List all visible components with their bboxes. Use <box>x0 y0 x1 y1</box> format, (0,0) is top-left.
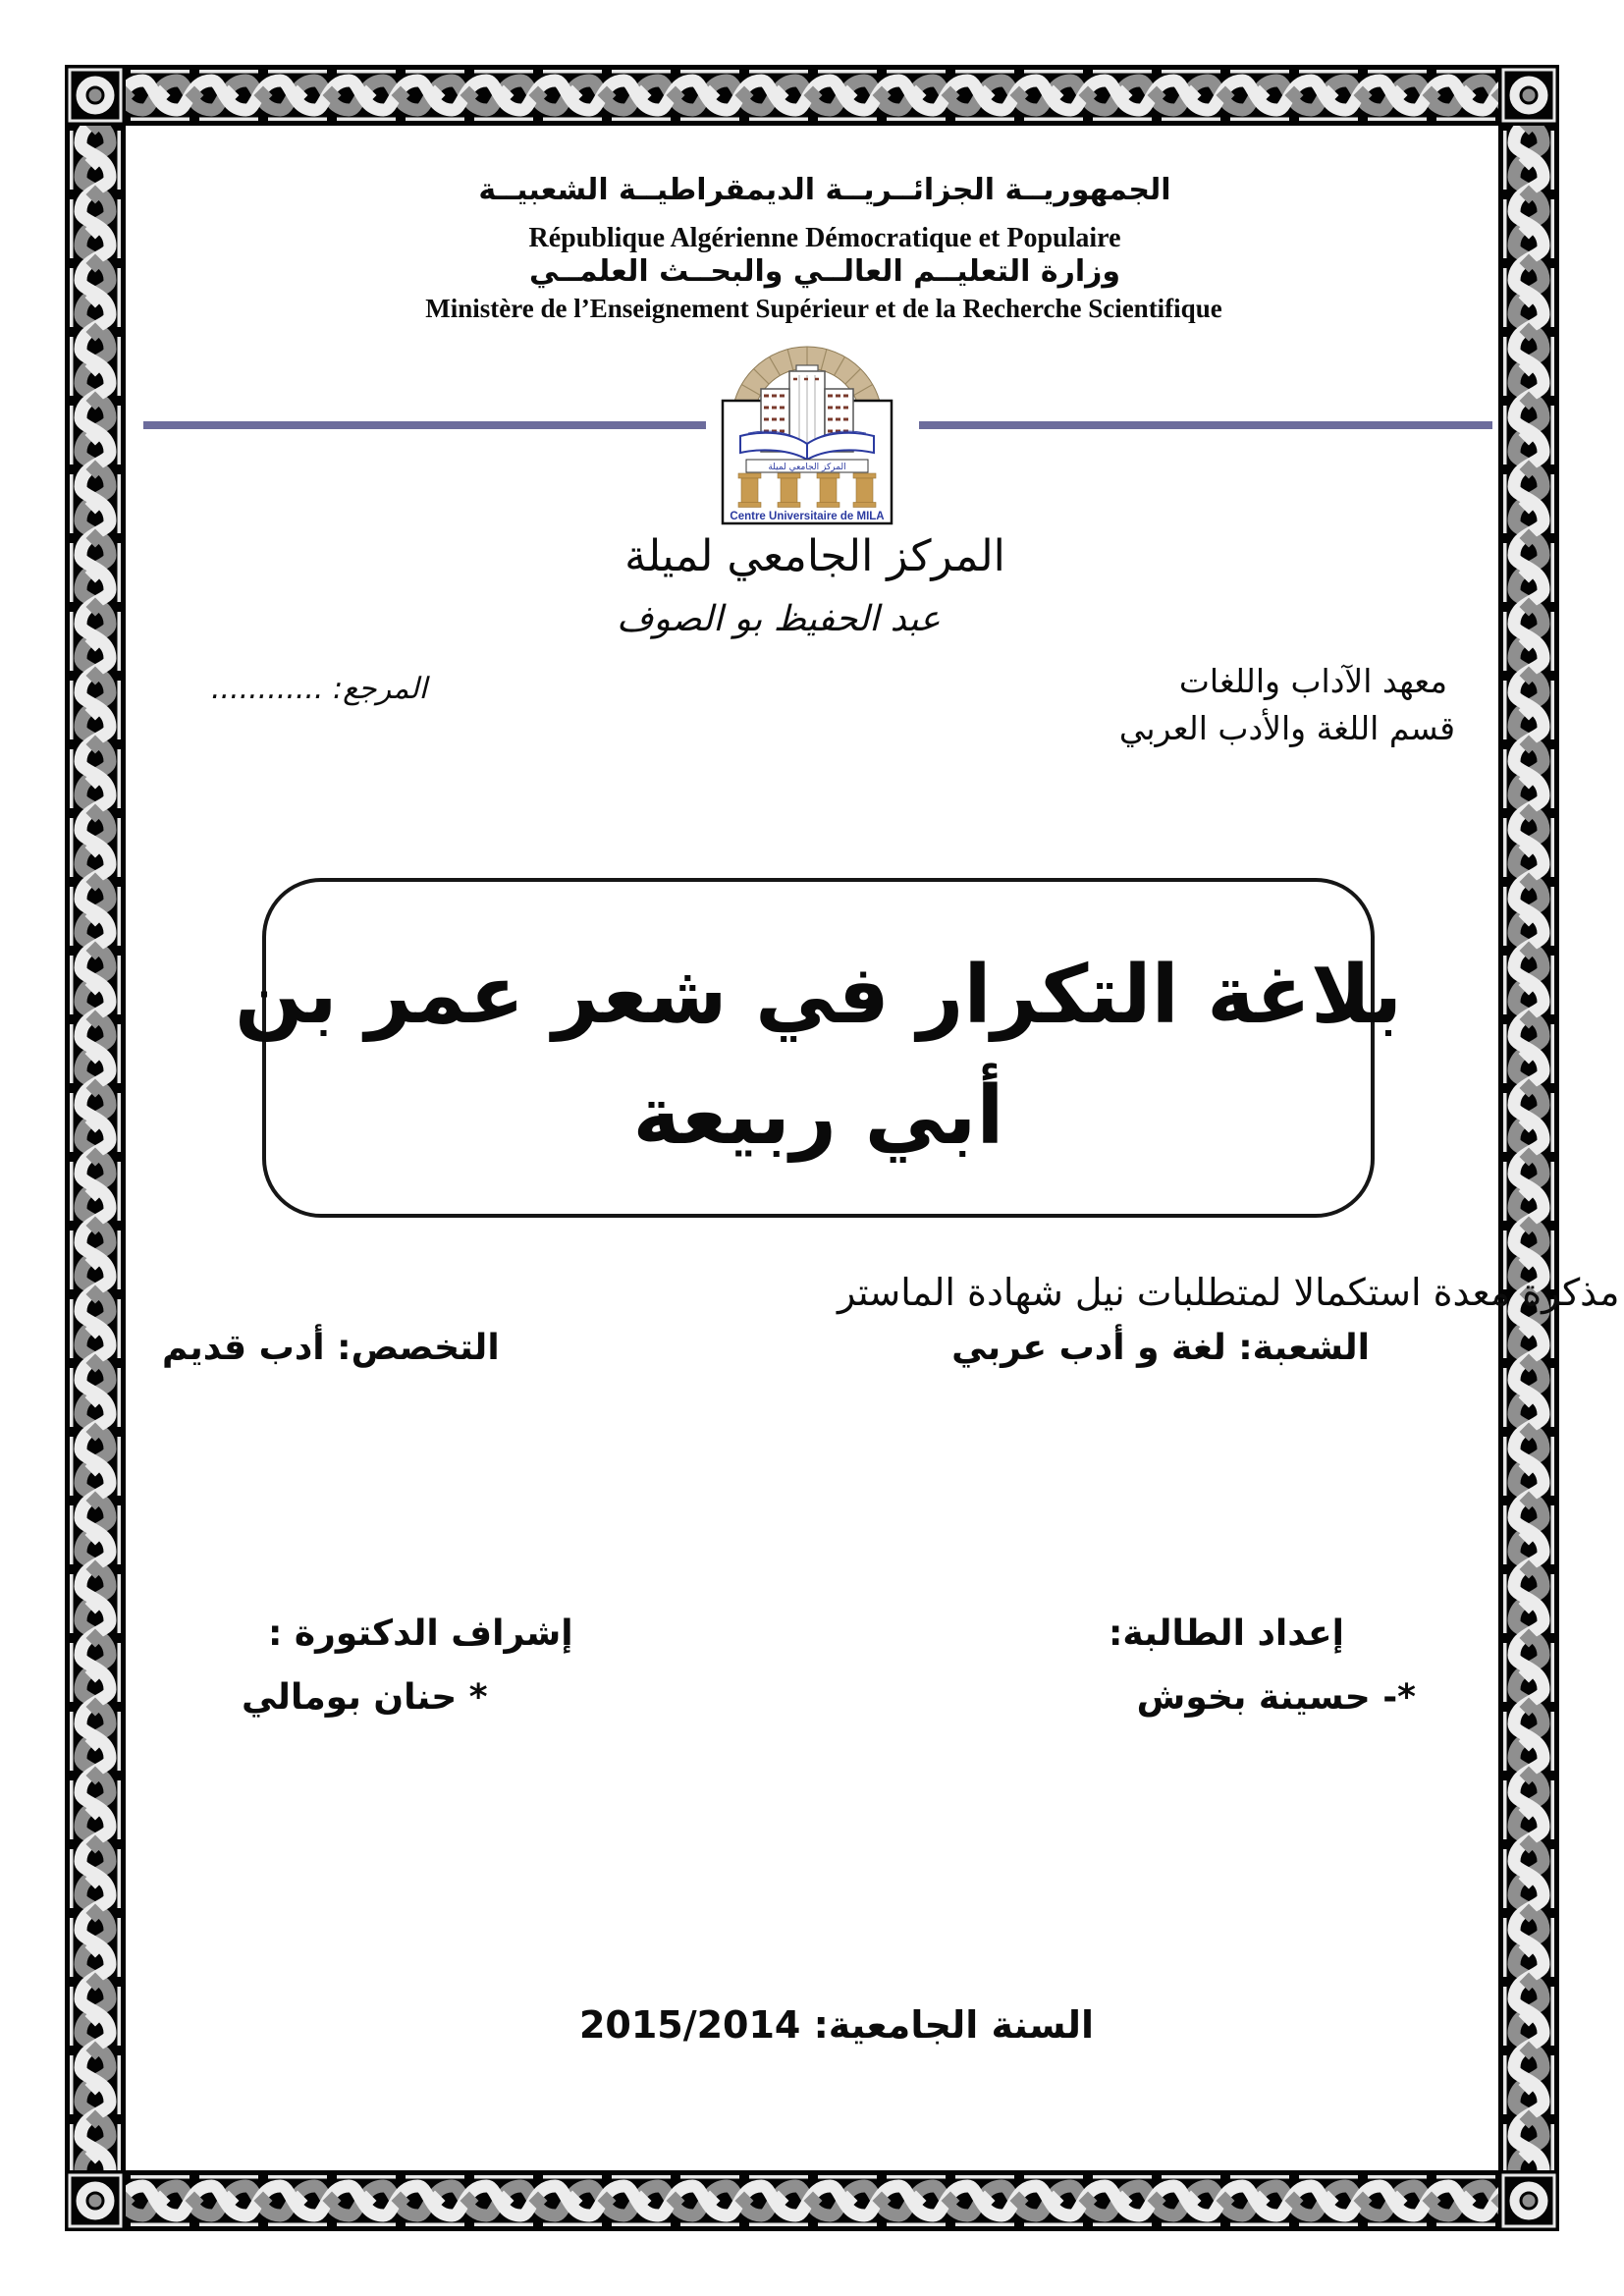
logo-caption-text: Centre Universitaire de MILA <box>730 511 885 522</box>
thesis-title-box <box>234 878 1403 1218</box>
university-name: المركز الجامعي لميلة <box>624 531 1005 581</box>
prepared-by-label: إعداد الطالبة: <box>1109 1613 1344 1654</box>
ministry-title-arabic: وزارة التعليــم العالــي والبحــث العلمــي <box>528 254 1121 289</box>
border-bottom <box>126 2170 1498 2231</box>
academic-year-value: 2015/2014 <box>578 2003 801 2047</box>
academic-year-line <box>579 2003 1094 2047</box>
logo-banner-text: المركز الجامعي لميلة <box>768 463 846 472</box>
border-left <box>65 126 126 2170</box>
memo-note: مذكرة معدة استكمالا لمتطلبات نيل شهادة الماستر <box>838 1271 1620 1314</box>
specialty-line: التخصص: أدب قديم <box>162 1328 500 1368</box>
border-corner-top-left <box>65 65 126 126</box>
academic-year-label: السنة الجامعية: <box>813 2003 1095 2047</box>
border-corner-bottom-left <box>65 2170 126 2231</box>
republic-title-arabic: الجمهوريــة الجزائــريــة الديمقراطيــة الشعبيــة <box>478 173 1171 207</box>
institute-name: معهد الآداب واللغات <box>1178 662 1447 700</box>
university-founder-name: عبد الحفيظ بو الصوف <box>617 599 941 639</box>
branch-line: الشعبة: لغة و أدب عربي <box>951 1328 1370 1368</box>
border-right <box>1498 126 1559 2170</box>
supervisor-name: * حنان بومالي <box>242 1677 488 1718</box>
divider-line-right <box>919 421 1492 429</box>
border-top <box>126 65 1498 126</box>
student-name: *- حسينة بخوش <box>1136 1677 1416 1718</box>
republic-title-french: République Algérienne Démocratique et Populaire <box>528 223 1121 253</box>
reference-line: المرجع: ............ <box>211 672 427 706</box>
department-name: قسم اللغة والأدب العربي <box>1118 709 1455 747</box>
supervisor-label: إشراف الدكتورة : <box>268 1613 573 1654</box>
divider-line-left <box>143 421 706 429</box>
ministry-title-french: Ministère de l’Enseignement Supérieur et de la Recherche Scientifique <box>425 294 1222 323</box>
university-logo <box>714 334 900 530</box>
border-corner-bottom-right <box>1498 2170 1559 2231</box>
border-corner-top-right <box>1498 65 1559 126</box>
thesis-title-line-2: أبي ربيعة <box>632 1069 1004 1163</box>
thesis-title-line-1: بلاغة التكرار في شعر عمر بن <box>234 949 1403 1042</box>
